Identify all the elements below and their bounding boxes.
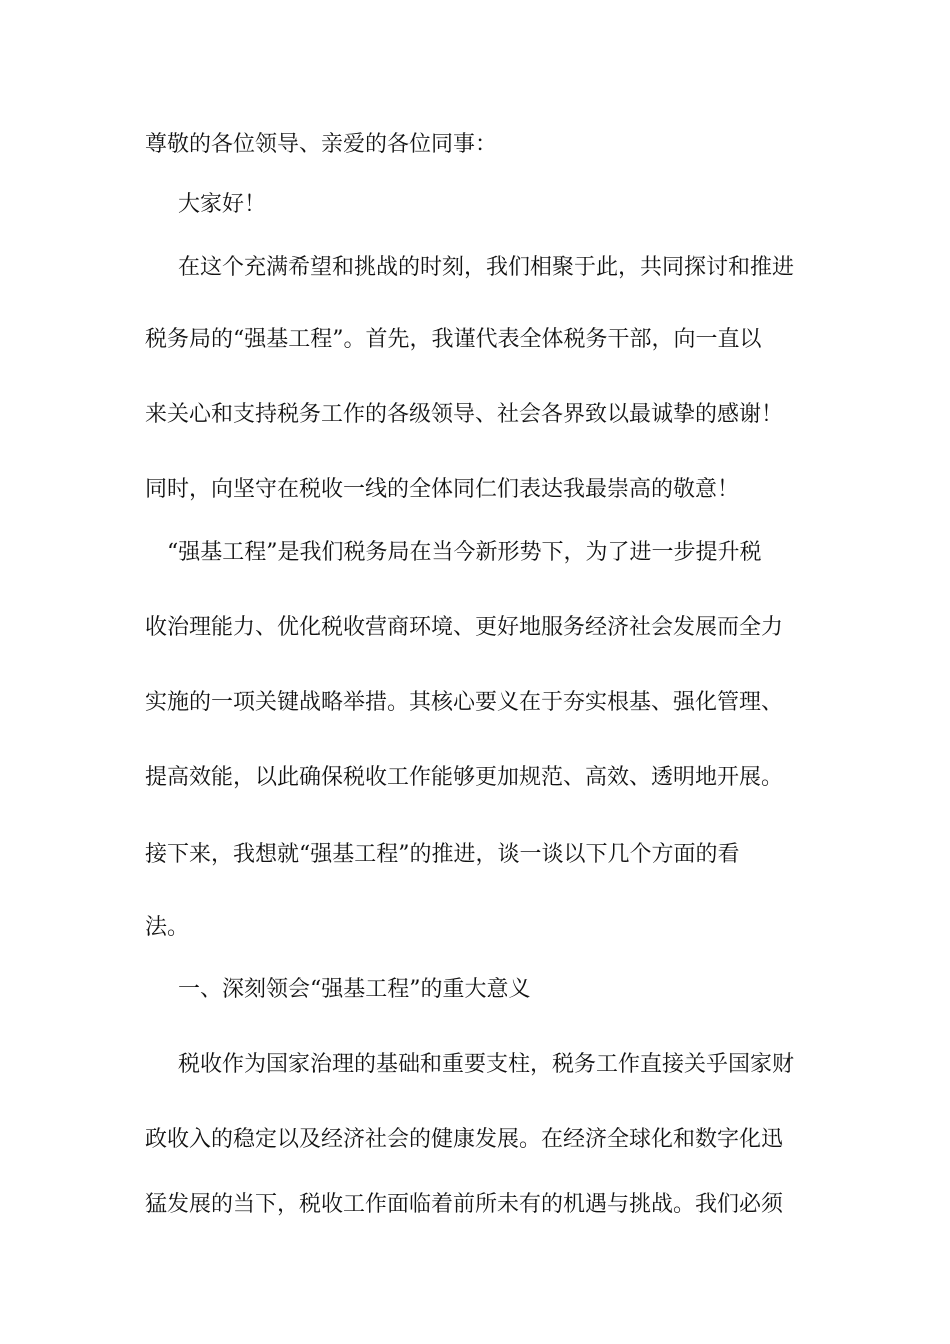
salutation: 尊敬的各位领导、亲爱的各位同事： (145, 132, 498, 157)
text-line: 收治理能力、优化税收营商环境、更好地服务经济社会发展而全力 (145, 615, 784, 640)
text-line: 税务局的“强基工程”。首先，我谨代表全体税务干部，向一直以 (145, 327, 762, 352)
text-line: 同时，向坚守在税收一线的全体同仁们表达我最崇高的敬意！ (145, 477, 740, 502)
text-line: 税收作为国家治理的基础和重要支柱，税务工作直接关乎国家财 (178, 1052, 795, 1077)
greeting: 大家好！ (178, 192, 267, 217)
text-line: 接下来，我想就“强基工程”的推进，谈一谈以下几个方面的看 (145, 842, 740, 867)
text-line: “强基工程”是我们税务局在当今新形势下，为了进一步提升税 (167, 540, 762, 565)
text-line: 在这个充满希望和挑战的时刻，我们相聚于此，共同探讨和推进 (178, 255, 795, 280)
text-line: 猛发展的当下，税收工作面临着前所未有的机遇与挑战。我们必须 (145, 1192, 784, 1217)
text-line: 法。 (145, 915, 190, 940)
text-line: 来关心和支持税务工作的各级领导、社会各界致以最诚挚的感谢！ (145, 402, 784, 427)
text-line: 政收入的稳定以及经济社会的健康发展。在经济全球化和数字化迅 (145, 1127, 784, 1152)
section-heading: 一、深刻领会“强基工程”的重大意义 (178, 977, 531, 1002)
text-line: 实施的一项关键战略举措。其核心要义在于夯实根基、强化管理、 (145, 690, 784, 715)
text-line: 提高效能，以此确保税收工作能够更加规范、高效、透明地开展。 (145, 765, 784, 790)
